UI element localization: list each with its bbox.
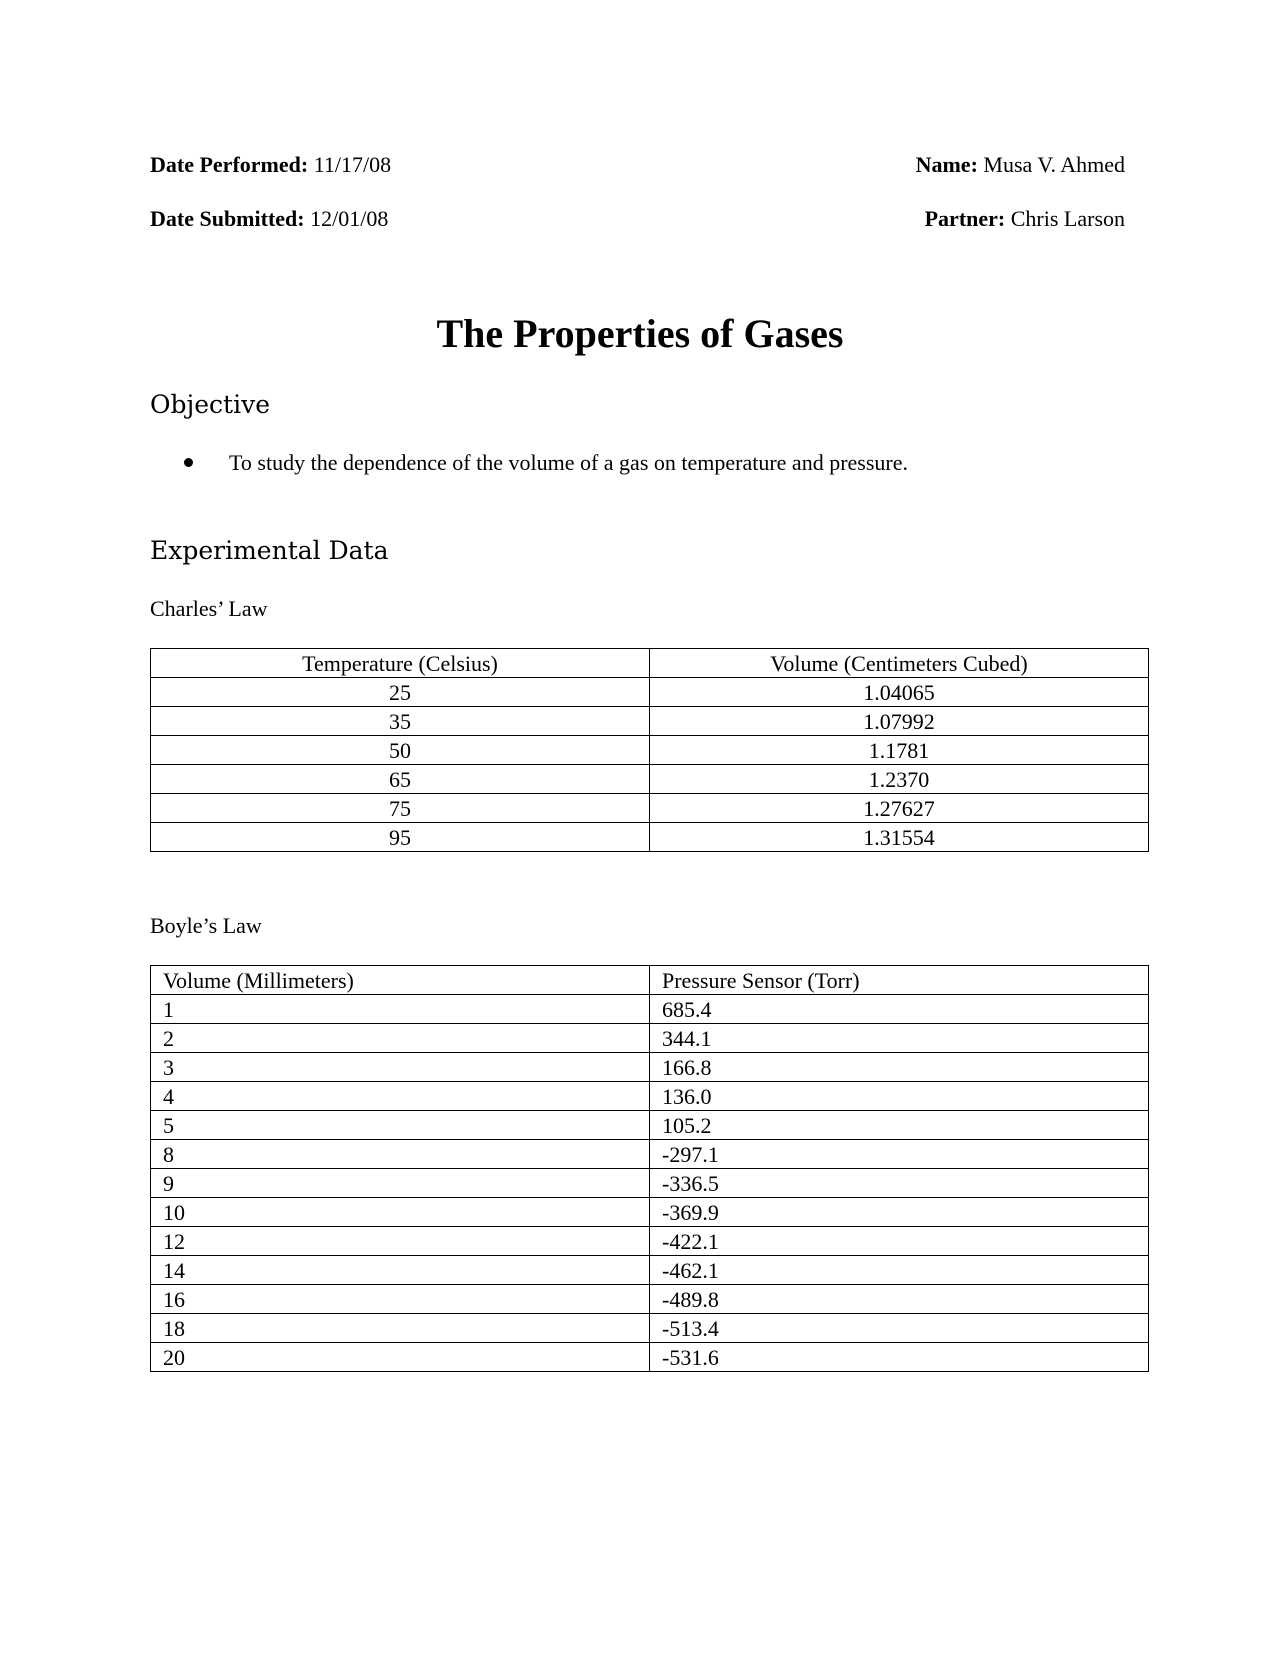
table-cell: 95: [151, 823, 650, 852]
experimental-data-heading: Experimental Data: [150, 536, 389, 565]
table-row: [151, 1285, 1149, 1314]
table-cell: 1.1781: [650, 736, 1149, 765]
boyles-law-table: [150, 965, 1149, 1372]
date-performed-value: 11/17/08: [313, 152, 392, 177]
table-cell: 685.4: [650, 995, 1149, 1024]
name-value: Musa V. Ahmed: [983, 152, 1125, 177]
table-cell: 136.0: [650, 1082, 1149, 1111]
table-row: [151, 1024, 1149, 1053]
date-performed-label: Date Performed:: [150, 152, 309, 177]
table-row: [151, 1111, 1149, 1140]
table-cell: 1.2370: [650, 765, 1149, 794]
name-label: Name:: [915, 152, 978, 177]
table-cell: -513.4: [650, 1314, 1149, 1343]
objective-text: To study the dependence of the volume of a gas on temperature and pressure.: [229, 450, 909, 475]
partner-label: Partner:: [924, 206, 1006, 231]
table-cell: 10: [151, 1198, 650, 1227]
table-row: [151, 1227, 1149, 1256]
table-row: [151, 1343, 1149, 1372]
date-submitted-value: 12/01/08: [310, 206, 389, 231]
table-row: [151, 995, 1149, 1024]
table-row: [151, 707, 1149, 736]
table-cell: -297.1: [650, 1140, 1149, 1169]
table-cell: -462.1: [650, 1256, 1149, 1285]
bullet-icon: [184, 458, 193, 467]
table-cell: 25: [151, 678, 650, 707]
boyles-law-label: Boyle’s Law: [150, 913, 262, 938]
table-cell: 65: [151, 765, 650, 794]
table-cell: 35: [151, 707, 650, 736]
partner-value: Chris Larson: [1010, 206, 1125, 231]
table-row: [151, 736, 1149, 765]
table-row: [151, 794, 1149, 823]
table-cell: 4: [151, 1082, 650, 1111]
table-cell: 18: [151, 1314, 650, 1343]
table-cell: 166.8: [650, 1053, 1149, 1082]
table-cell: 1.07992: [650, 707, 1149, 736]
table-cell: -489.8: [650, 1285, 1149, 1314]
table-cell: 20: [151, 1343, 650, 1372]
objective-heading: Objective: [150, 390, 271, 419]
table-cell: 14: [151, 1256, 650, 1285]
table-header-row: [151, 649, 1149, 678]
table-row: [151, 1082, 1149, 1111]
charles-law-table: [150, 648, 1149, 852]
table-row: [151, 1256, 1149, 1285]
table-cell: 1.04065: [650, 678, 1149, 707]
column-header: Temperature (Celsius): [151, 649, 650, 678]
table-cell: 16: [151, 1285, 650, 1314]
column-header: Volume (Millimeters): [151, 966, 650, 995]
table-cell: 8: [151, 1140, 650, 1169]
date-submitted: [150, 206, 388, 232]
table-cell: 2: [151, 1024, 650, 1053]
date-submitted-label: Date Submitted:: [150, 206, 305, 231]
table-cell: -422.1: [650, 1227, 1149, 1256]
table-cell: -336.5: [650, 1169, 1149, 1198]
table-cell: 5: [151, 1111, 650, 1140]
table-row: [151, 1169, 1149, 1198]
table-cell: 1.27627: [650, 794, 1149, 823]
table-row: [151, 1053, 1149, 1082]
table-cell: 9: [151, 1169, 650, 1198]
table-cell: 3: [151, 1053, 650, 1082]
charles-law-label: Charles’ Law: [150, 596, 268, 621]
table-row: [151, 678, 1149, 707]
lab-partner: [925, 206, 1125, 232]
table-cell: 1.31554: [650, 823, 1149, 852]
table-header-row: [151, 966, 1149, 995]
table-cell: -531.6: [650, 1343, 1149, 1372]
table-row: [151, 765, 1149, 794]
date-performed: [150, 152, 391, 178]
objective-bullet: [184, 450, 908, 476]
table-cell: 105.2: [650, 1111, 1149, 1140]
table-row: [151, 1314, 1149, 1343]
table-cell: -369.9: [650, 1198, 1149, 1227]
table-cell: 1: [151, 995, 650, 1024]
table-row: [151, 1198, 1149, 1227]
student-name: [916, 152, 1125, 178]
table-row: [151, 823, 1149, 852]
table-row: [151, 1140, 1149, 1169]
table-cell: 50: [151, 736, 650, 765]
table-cell: 344.1: [650, 1024, 1149, 1053]
table-cell: 75: [151, 794, 650, 823]
column-header: Pressure Sensor (Torr): [650, 966, 1149, 995]
page-title: The Properties of Gases: [436, 311, 844, 356]
column-header: Volume (Centimeters Cubed): [650, 649, 1149, 678]
table-cell: 12: [151, 1227, 650, 1256]
